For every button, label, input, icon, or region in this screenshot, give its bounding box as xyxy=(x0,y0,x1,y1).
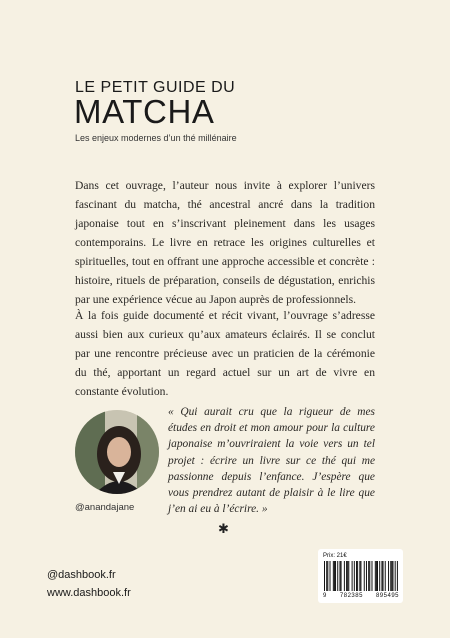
book-title: MATCHA xyxy=(74,93,215,130)
publisher-website: www.dashbook.fr xyxy=(47,587,131,599)
publisher-handle: @dashbook.fr xyxy=(47,569,116,581)
isbn-group-1: 782385 xyxy=(339,593,363,599)
ornament-icon: ✱ xyxy=(218,521,229,536)
author-handle: @anandajane xyxy=(75,502,135,513)
description-paragraph-1: Dans cet ouvrage, l’auteur nous invite à explorer l’univers fascinant du matcha, thé ancestral ancré dans la tradition japonaise tout en s’inscrivant pleinement dans les usages contemporains. Le livre en retrace les origines culturelles et spirituelles, tout en offrant une approche accessible et concrète : histoire, rituels de préparation, conseils de dégustation, enrichis par une expérience vécue au Japon auprès de professionnels. xyxy=(75,179,375,306)
barcode-icon xyxy=(324,561,398,591)
description-paragraph-2: À la fois guide documenté et récit vivant, l’ouvrage s’adresse aussi bien aux curieux qu’aux amateurs éclairés. Il se conclut par une rencontre précieuse avec un praticien de la cérémonie du thé, apportant un regard actuel sur un art de vivre en constante évolution. xyxy=(75,309,375,398)
author-portrait-icon xyxy=(75,410,159,494)
price-label: Prix: 21€ xyxy=(323,553,347,559)
isbn-group-2: 895495 xyxy=(375,593,399,599)
author-quote: « Qui aurait cru que la rigueur de mes études en droit et mon amour pour la culture japonaise m’ouvriraient la voie vers un tel projet : écrire un livre sur ce thé qui me passionne depuis l’enfance. J’espère que vous prendrez autant de plaisir à le lire que j’en ai eu à l’écrire. » xyxy=(168,406,375,516)
barcode-panel xyxy=(318,549,403,603)
author-photo xyxy=(75,410,159,494)
isbn-number xyxy=(323,593,399,599)
book-subtitle: Les enjeux modernes d’un thé millénaire xyxy=(75,133,237,143)
isbn-first-digit: 9 xyxy=(323,593,327,599)
title-line-1: LE PETIT GUIDE DU xyxy=(75,79,236,96)
